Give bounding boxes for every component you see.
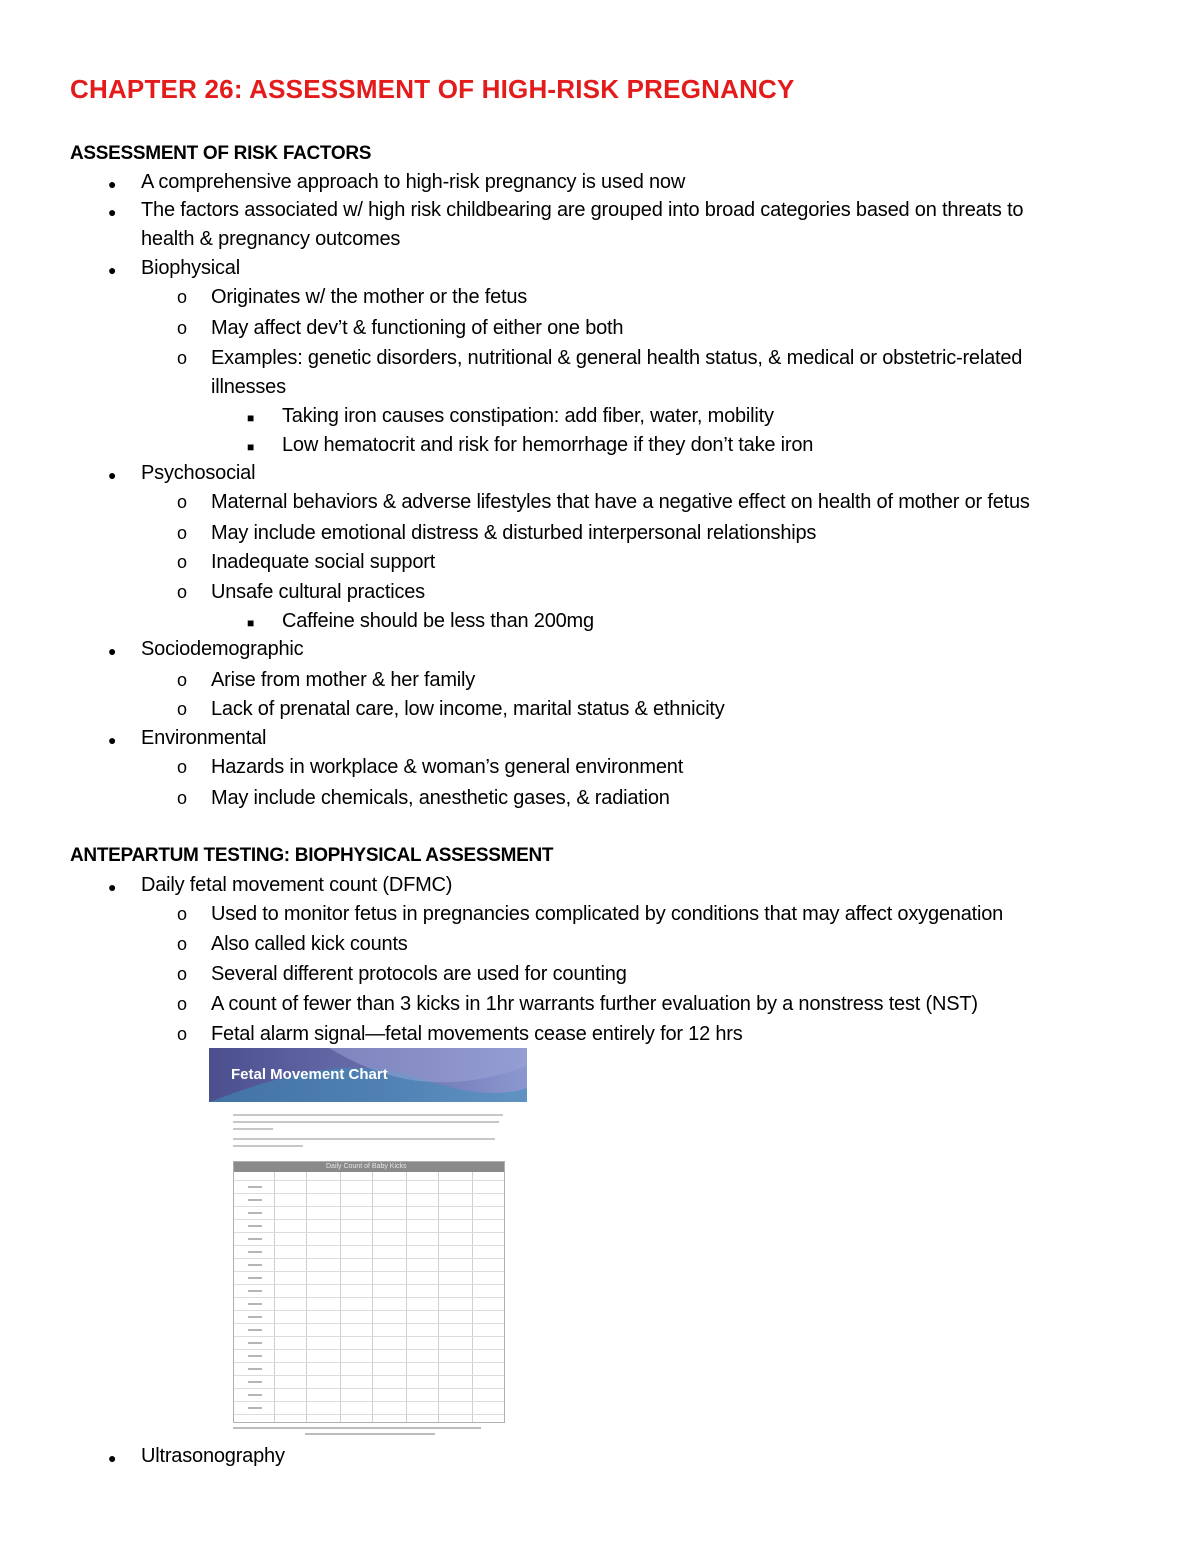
table-row: [234, 1180, 504, 1181]
bullet-level-2: o: [177, 788, 188, 808]
bullet-level-1: ●: [108, 879, 117, 895]
figure-text-line: [233, 1138, 495, 1140]
list-item: Psychosocial: [141, 462, 256, 484]
table-row-label: [248, 1394, 262, 1396]
table-row-label: [248, 1225, 262, 1227]
bullet-level-1: ●: [108, 732, 117, 748]
table-row-label: [248, 1290, 262, 1292]
table-row: [234, 1336, 504, 1337]
bullet-level-3: ■: [247, 440, 255, 454]
kick-count-table-title: Daily Count of Baby Kicks: [326, 1163, 407, 1170]
list-item: Hazards in workplace & woman’s general environment: [211, 756, 684, 778]
table-row-label: [248, 1381, 262, 1383]
table-row-label: [248, 1238, 262, 1240]
bullet-level-2: o: [177, 757, 188, 777]
list-item: Daily fetal movement count (DFMC): [141, 874, 453, 896]
table-row-label: [248, 1407, 262, 1409]
table-row-label: [248, 1199, 262, 1201]
bullet-level-2: o: [177, 994, 188, 1014]
list-item: May affect dev’t & functioning of either one both: [211, 317, 624, 339]
list-item: Lack of prenatal care, low income, marital status & ethnicity: [211, 698, 725, 720]
table-row-label: [248, 1342, 262, 1344]
table-row-label: [248, 1355, 262, 1357]
table-row: [234, 1362, 504, 1363]
section-heading-risk-factors: ASSESSMENT OF RISK FACTORS: [70, 143, 372, 164]
section-heading-antepartum-testing: ANTEPARTUM TESTING: BIOPHYSICAL ASSESSMENT: [70, 845, 554, 866]
table-row-label: [248, 1303, 262, 1305]
list-item: Unsafe cultural practices: [211, 581, 425, 603]
list-item-continuation: illnesses: [211, 376, 286, 398]
bullet-level-2: o: [177, 348, 188, 368]
table-row: [234, 1245, 504, 1246]
table-row: [234, 1219, 504, 1220]
figure-text-line: [233, 1114, 503, 1116]
bullet-level-1: ●: [108, 262, 117, 278]
bullet-level-1: ●: [108, 204, 117, 220]
chart-banner-title: Fetal Movement Chart: [231, 1066, 388, 1083]
bullet-level-3: ■: [247, 411, 255, 425]
list-item: Maternal behaviors & adverse lifestyles that have a negative effect on health of mother or fetus: [211, 491, 1030, 513]
list-item-continuation: health & pregnancy outcomes: [141, 228, 401, 250]
list-item: Used to monitor fetus in pregnancies complicated by conditions that may affect oxygenation: [211, 903, 1004, 925]
list-item: Also called kick counts: [211, 933, 408, 955]
bullet-level-2: o: [177, 1024, 188, 1044]
bullet-level-1: ●: [108, 1450, 117, 1466]
table-row: [234, 1258, 504, 1259]
table-row: [234, 1349, 504, 1350]
table-row-label: [248, 1264, 262, 1266]
list-item: Environmental: [141, 727, 267, 749]
table-row: [234, 1232, 504, 1233]
table-row: [234, 1271, 504, 1272]
list-item: A comprehensive approach to high-risk pregnancy is used now: [141, 171, 686, 193]
bullet-level-2: o: [177, 552, 188, 572]
list-item: The factors associated w/ high risk childbearing are grouped into broad categories based on threats to: [141, 199, 1024, 221]
bullet-level-2: o: [177, 287, 188, 307]
list-item: Sociodemographic: [141, 638, 304, 660]
table-row-label: [248, 1368, 262, 1370]
bullet-level-2: o: [177, 318, 188, 338]
table-row-label: [248, 1277, 262, 1279]
table-row: [234, 1414, 504, 1415]
bullet-level-1: ●: [108, 467, 117, 483]
list-item: Ultrasonography: [141, 1445, 285, 1467]
table-row: [234, 1284, 504, 1285]
bullet-level-2: o: [177, 964, 188, 984]
table-row: [234, 1310, 504, 1311]
list-item: Inadequate social support: [211, 551, 436, 573]
bullet-level-2: o: [177, 904, 188, 924]
fetal-movement-chart-image: [209, 1048, 527, 1436]
list-item: Biophysical: [141, 257, 240, 279]
list-item: A count of fewer than 3 kicks in 1hr warrants further evaluation by a nonstress test (NST): [211, 993, 978, 1015]
list-item: Low hematocrit and risk for hemorrhage if they don’t take iron: [282, 434, 814, 456]
table-row: [234, 1401, 504, 1402]
table-row-label: [248, 1212, 262, 1214]
list-item: Arise from mother & her family: [211, 669, 476, 691]
bullet-level-2: o: [177, 523, 188, 543]
figure-caption-line: [305, 1433, 435, 1435]
list-item: Originates w/ the mother or the fetus: [211, 286, 528, 308]
bullet-level-2: o: [177, 582, 188, 602]
bullet-level-2: o: [177, 670, 188, 690]
figure-text-line: [233, 1121, 499, 1123]
list-item: Taking iron causes constipation: add fiber, water, mobility: [282, 405, 774, 427]
table-row: [234, 1388, 504, 1389]
table-row: [234, 1193, 504, 1194]
table-row: [234, 1375, 504, 1376]
table-row-label: [248, 1186, 262, 1188]
kick-count-table: [233, 1161, 505, 1423]
list-item: Examples: genetic disorders, nutritional & general health status, & medical or obstetric-related: [211, 347, 1023, 369]
figure-text-line: [233, 1145, 303, 1147]
list-item: Fetal alarm signal—fetal movements cease entirely for 12 hrs: [211, 1023, 743, 1045]
table-row-label: [248, 1329, 262, 1331]
page-title: CHAPTER 26: ASSESSMENT OF HIGH-RISK PREGNANCY: [70, 74, 795, 104]
list-item: Several different protocols are used for counting: [211, 963, 627, 985]
bullet-level-2: o: [177, 699, 188, 719]
table-row: [234, 1297, 504, 1298]
bullet-level-1: ●: [108, 643, 117, 659]
bullet-level-1: ●: [108, 176, 117, 192]
table-row: [234, 1206, 504, 1207]
table-row-label: [248, 1316, 262, 1318]
table-row: [234, 1323, 504, 1324]
bullet-level-2: o: [177, 492, 188, 512]
bullet-level-3: ■: [247, 616, 255, 630]
list-item: May include chemicals, anesthetic gases, & radiation: [211, 787, 670, 809]
bullet-level-2: o: [177, 934, 188, 954]
table-row-label: [248, 1251, 262, 1253]
figure-caption-line: [233, 1427, 481, 1429]
figure-text-line: [233, 1128, 273, 1130]
list-item: May include emotional distress & disturbed interpersonal relationships: [211, 522, 817, 544]
list-item: Caffeine should be less than 200mg: [282, 610, 594, 632]
